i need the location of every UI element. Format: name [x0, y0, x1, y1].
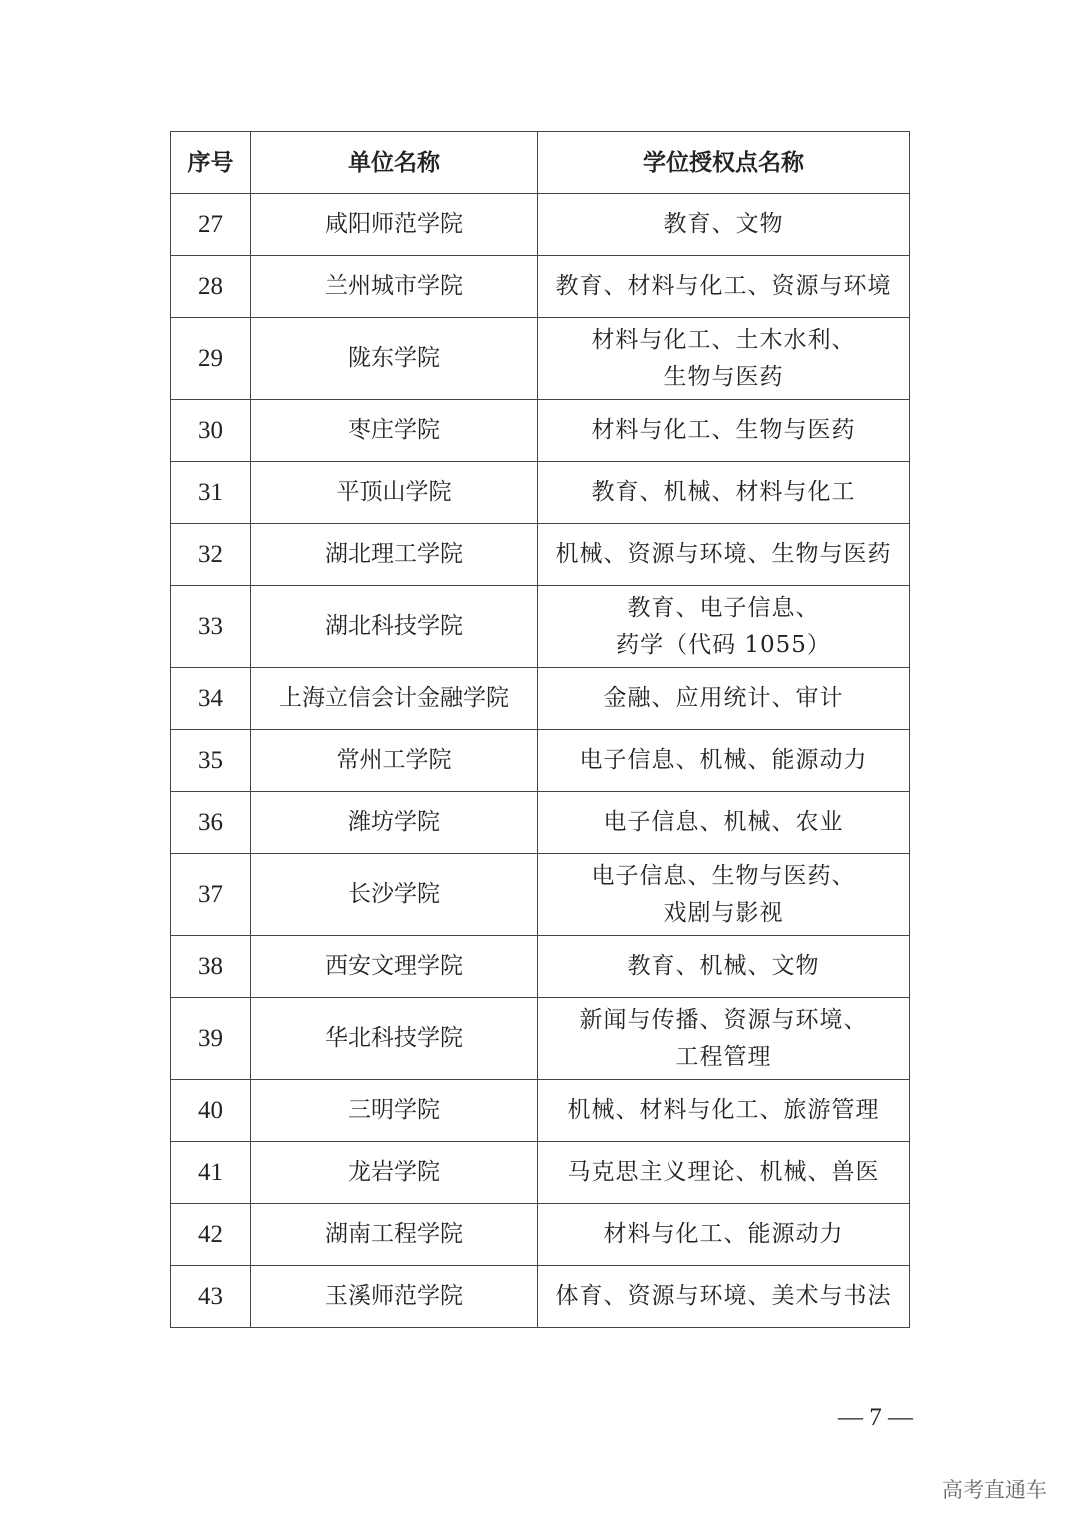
- degree-names-cell: [538, 1080, 910, 1142]
- unit-name-cell: 陇东学院: [251, 318, 538, 400]
- unit-name-cell: 长沙学院: [251, 854, 538, 936]
- unit-name-cell: 玉溪师范学院: [251, 1266, 538, 1328]
- serial-number-cell: 32: [171, 524, 251, 586]
- unit-name-cell: 兰州城市学院: [251, 256, 538, 318]
- serial-number-cell: 35: [171, 730, 251, 792]
- serial-number-cell: 27: [171, 194, 251, 256]
- table-row: [171, 400, 910, 462]
- table-row: [171, 256, 910, 318]
- table-row: [171, 1080, 910, 1142]
- table-row: [171, 854, 910, 936]
- degree-names-line: 教育、机械、材料与化工: [591, 479, 856, 505]
- serial-number-cell: 34: [171, 668, 251, 730]
- unit-name-cell: 上海立信会计金融学院: [251, 668, 538, 730]
- page-number: — 7 —: [838, 1404, 913, 1431]
- degree-names-line: 电子信息、机械、农业: [603, 809, 844, 835]
- degree-names-line: 生物与医药: [663, 363, 784, 390]
- unit-name-cell: 三明学院: [251, 1080, 538, 1142]
- degree-names-cell: [538, 998, 910, 1080]
- degree-names-line: 金融、应用统计、审计: [603, 685, 844, 711]
- serial-number-cell: 41: [171, 1142, 251, 1204]
- table-row: [171, 194, 910, 256]
- serial-number-cell: 29: [171, 318, 251, 400]
- degree-names-line: 戏剧与影视: [663, 899, 784, 926]
- watermark: 高考直通车: [942, 1478, 1047, 1502]
- unit-name-cell: 湖北科技学院: [251, 586, 538, 668]
- degree-names-cell: [538, 730, 910, 792]
- unit-name-cell: 湖南工程学院: [251, 1204, 538, 1266]
- table-row: [171, 1266, 910, 1328]
- serial-number-cell: 40: [171, 1080, 251, 1142]
- unit-name-cell: 西安文理学院: [251, 936, 538, 998]
- degree-names-line: 材料与化工、土木水利、: [591, 326, 856, 353]
- unit-name-cell: 龙岩学院: [251, 1142, 538, 1204]
- degree-authorization-table: [170, 131, 910, 1328]
- table-row: [171, 792, 910, 854]
- unit-name-cell: 枣庄学院: [251, 400, 538, 462]
- serial-number-cell: 33: [171, 586, 251, 668]
- serial-number-cell: 31: [171, 462, 251, 524]
- degree-names-line: 教育、材料与化工、资源与环境: [555, 273, 892, 299]
- serial-number-cell: 28: [171, 256, 251, 318]
- unit-name-cell: 常州工学院: [251, 730, 538, 792]
- degree-names-cell: [538, 792, 910, 854]
- degree-names-line: 机械、资源与环境、生物与医药: [555, 541, 892, 567]
- serial-number-cell: 36: [171, 792, 251, 854]
- degree-names-cell: [538, 1204, 910, 1266]
- table-row: [171, 730, 910, 792]
- table-row: [171, 462, 910, 524]
- degree-names-cell: [538, 1142, 910, 1204]
- table-body: [171, 194, 910, 1328]
- degree-names-cell: [538, 1266, 910, 1328]
- unit-name-cell: 咸阳师范学院: [251, 194, 538, 256]
- serial-number-cell: 39: [171, 998, 251, 1080]
- unit-name-cell: 平顶山学院: [251, 462, 538, 524]
- degree-names-line: 工程管理: [675, 1043, 772, 1070]
- serial-number-cell: 38: [171, 936, 251, 998]
- table-row: [171, 586, 910, 668]
- degree-names-line: 电子信息、机械、能源动力: [579, 747, 868, 773]
- degree-names-cell: [538, 194, 910, 256]
- degree-names-cell: [538, 586, 910, 668]
- table-row: [171, 668, 910, 730]
- degree-names-cell: [538, 462, 910, 524]
- degree-names-cell: [538, 318, 910, 400]
- table-row: [171, 936, 910, 998]
- degree-names-cell: [538, 524, 910, 586]
- degree-names-line: 材料与化工、能源动力: [603, 1221, 844, 1247]
- degree-names-line: 教育、电子信息、: [627, 594, 820, 621]
- unit-name-cell: 湖北理工学院: [251, 524, 538, 586]
- header-degree-name: 学位授权点名称: [538, 132, 910, 194]
- serial-number-cell: 43: [171, 1266, 251, 1328]
- table-row: [171, 998, 910, 1080]
- serial-number-cell: 37: [171, 854, 251, 936]
- unit-name-cell: 华北科技学院: [251, 998, 538, 1080]
- table-row: [171, 1204, 910, 1266]
- serial-number-cell: 30: [171, 400, 251, 462]
- degree-names-line: 材料与化工、生物与医药: [591, 417, 856, 443]
- header-unit-name: 单位名称: [251, 132, 538, 194]
- table-row: [171, 524, 910, 586]
- degree-names-line: 机械、材料与化工、旅游管理: [567, 1097, 880, 1123]
- degree-names-line: 教育、文物: [663, 211, 784, 237]
- degree-names-cell: [538, 936, 910, 998]
- table-row: [171, 1142, 910, 1204]
- serial-number-cell: 42: [171, 1204, 251, 1266]
- table-header-row: [171, 132, 910, 194]
- degree-names-line: 教育、机械、文物: [627, 953, 820, 979]
- degree-names-line: 电子信息、生物与医药、: [591, 862, 856, 889]
- header-serial-number: 序号: [171, 132, 251, 194]
- degree-names-cell: [538, 668, 910, 730]
- degree-names-line: 马克思主义理论、机械、兽医: [567, 1159, 880, 1185]
- degree-names-line: 新闻与传播、资源与环境、: [579, 1006, 868, 1033]
- degree-names-cell: [538, 854, 910, 936]
- degree-names-cell: [538, 400, 910, 462]
- degree-names-line: 体育、资源与环境、美术与书法: [555, 1283, 892, 1309]
- table-row: [171, 318, 910, 400]
- degree-names-cell: [538, 256, 910, 318]
- degree-names-line: 药学（代码 1055）: [616, 631, 831, 658]
- unit-name-cell: 潍坊学院: [251, 792, 538, 854]
